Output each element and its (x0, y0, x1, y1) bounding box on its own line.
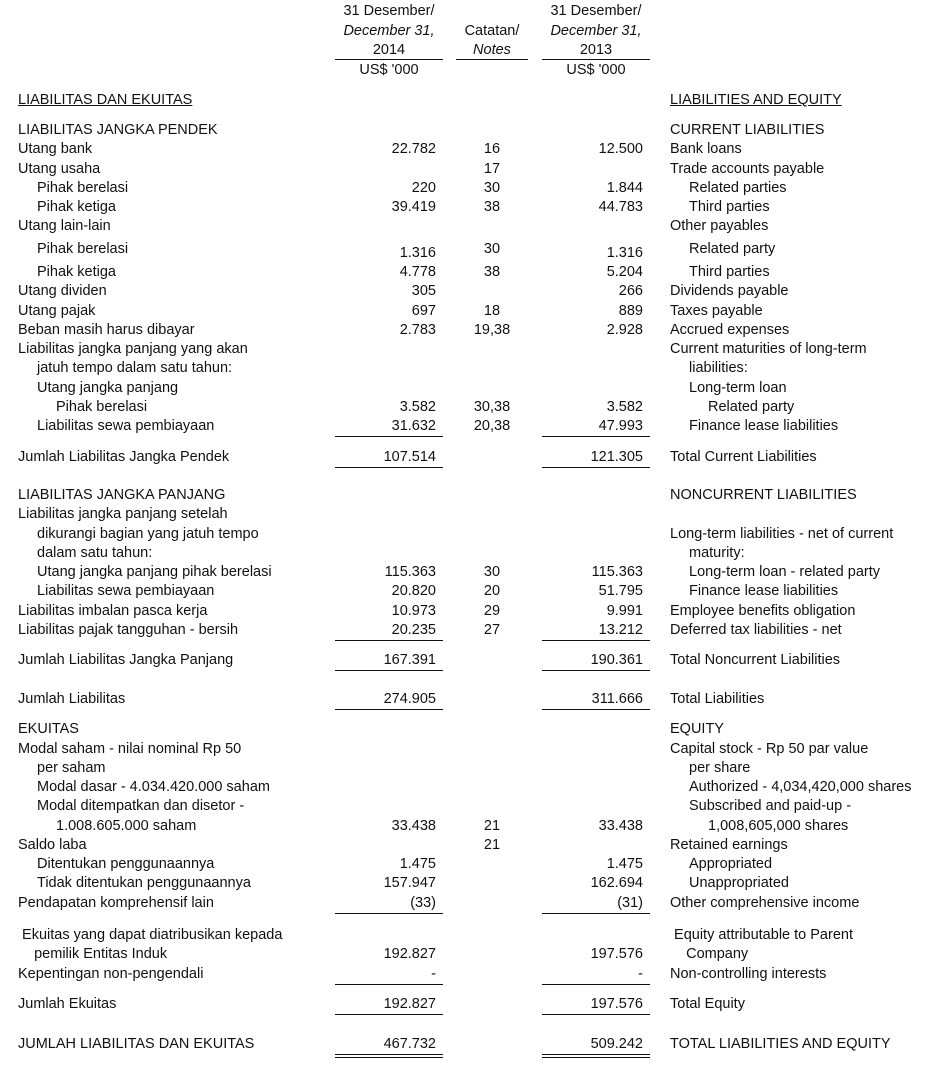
label-id: dikurangi bagian yang jatuh tempo (37, 526, 259, 542)
value-2014: (33) (410, 895, 436, 911)
value-2014: 697 (411, 303, 436, 319)
value-2014: 1.316 (399, 245, 436, 261)
rule-header (456, 59, 528, 60)
label-en: Long-term loan - related party (689, 564, 881, 580)
row-cap-sub-1 (0, 796, 937, 816)
label-en: Accrued expenses (670, 322, 790, 338)
note-ref: 29 (483, 603, 501, 619)
row-total-noncurrent (0, 650, 937, 670)
label-id: Pihak berelasi (37, 180, 129, 196)
value-2013: 51.795 (598, 583, 643, 599)
value-2014: 39.419 (391, 199, 436, 215)
value-2014: 274.905 (383, 691, 436, 707)
label-en: Appropriated (689, 856, 773, 872)
row-cm-ltl-related (0, 397, 937, 417)
row-current-heading (0, 120, 937, 140)
value-2013: 121.305 (590, 449, 643, 465)
value-2014: 4.778 (399, 264, 436, 280)
value-2014: 107.514 (383, 449, 436, 465)
label-id: Modal saham - nilai nominal Rp 50 (18, 741, 242, 757)
label-en: liabilities: (689, 360, 748, 376)
label-en: Company (670, 946, 749, 962)
label-id: Modal ditempatkan dan disetor - (37, 798, 245, 814)
value-2014: 220 (411, 180, 436, 196)
value-2014: 192.827 (383, 996, 436, 1012)
value-2014: 3.582 (399, 399, 436, 415)
value-2014: 467.732 (383, 1036, 436, 1052)
label-id: Jumlah Liabilitas Jangka Panjang (18, 652, 234, 668)
note-ref: 30,38 (473, 399, 511, 415)
label-en: Deferred tax liabilities - net (670, 622, 842, 638)
value-2013: 47.993 (598, 418, 643, 434)
label-en: Employee benefits obligation (670, 603, 856, 619)
label-id: Liabilitas imbalan pasca kerja (18, 603, 208, 619)
label-en: Total Current Liabilities (670, 449, 817, 465)
value-2013: 3.582 (606, 399, 643, 415)
label-id: Modal dasar - 4.034.420.000 saham (37, 779, 270, 795)
row-trade-payable (0, 159, 937, 179)
note-ref: 16 (483, 141, 501, 157)
value-2013: 13.212 (598, 622, 643, 638)
value-2014: 157.947 (383, 875, 436, 891)
rule-subtotal (542, 640, 650, 641)
label-id: Utang jangka panjang (37, 380, 179, 396)
note-ref: 38 (483, 264, 501, 280)
row-trade-related (0, 178, 937, 198)
label-en: Related party (708, 399, 795, 415)
note-ref: 21 (483, 837, 501, 853)
row-nc-3 (0, 543, 937, 563)
label-en: Total Equity (670, 996, 745, 1012)
row-cm-2 (0, 358, 937, 378)
label-id: Jumlah Ekuitas (18, 996, 117, 1012)
rule-subtotal (335, 670, 443, 671)
label-id: Liabilitas sewa pembiayaan (37, 583, 215, 599)
label-en: Other comprehensive income (670, 895, 860, 911)
value-2014: - (431, 966, 436, 982)
label-id: Beban masih harus dibayar (18, 322, 195, 338)
label-en: Current maturities of long-term (670, 341, 867, 357)
row-lia-eq-heading (0, 90, 937, 110)
value-2013: (31) (617, 895, 643, 911)
row-cm-ltl (0, 378, 937, 398)
rule-subtotal (335, 467, 443, 468)
rule-subtotal (335, 913, 443, 914)
value-2013: 197.576 (590, 996, 643, 1012)
rule-subtotal (542, 913, 650, 914)
row-noncurrent-heading (0, 485, 937, 505)
label-en: Capital stock - Rp 50 par value (670, 741, 869, 757)
label-id: LIABILITAS JANGKA PANJANG (18, 487, 226, 503)
note-ref: 30 (483, 180, 501, 196)
label-id: Liabilitas sewa pembiayaan (37, 418, 215, 434)
header-2013-line3: 2013 (579, 42, 613, 58)
label-en: maturity: (689, 545, 745, 561)
label-en: TOTAL LIABILITIES AND EQUITY (670, 1036, 891, 1052)
value-2013: 115.363 (591, 564, 643, 580)
note-ref: 20 (483, 583, 501, 599)
rule-double-total (335, 1057, 443, 1058)
header-2014-currency: US$ '000 (359, 61, 419, 78)
label-id: Utang bank (18, 141, 93, 157)
rule-header (542, 59, 650, 60)
row-deferred-tax (0, 620, 937, 640)
label-en: EQUITY (670, 721, 724, 737)
value-2013: 190.361 (590, 652, 643, 668)
row-attrib-2 (0, 944, 937, 964)
label-id: Utang dividen (18, 283, 107, 299)
label-id: pemilik Entitas Induk (18, 946, 168, 962)
label-en: 1,008,605,000 shares (708, 818, 849, 834)
value-2014: 192.827 (383, 946, 436, 962)
row-equity-heading (0, 719, 937, 739)
rule-double-total (542, 1057, 650, 1058)
value-2014: 2.783 (399, 322, 436, 338)
rule-subtotal (335, 640, 443, 641)
value-2013: 1.316 (606, 245, 643, 261)
row-oci (0, 893, 937, 913)
label-id: Utang lain-lain (18, 218, 111, 234)
value-2014: 33.438 (391, 818, 436, 834)
value-2013: 1.844 (606, 180, 643, 196)
value-2014: 20.235 (391, 622, 436, 638)
label-en: per share (689, 760, 751, 776)
row-accrued (0, 320, 937, 340)
value-2014: 167.391 (383, 652, 436, 668)
row-total-lia-eq (0, 1034, 937, 1054)
rule-subtotal (335, 709, 443, 710)
row-cm-lease (0, 416, 937, 436)
row-unappropriated (0, 873, 937, 893)
value-2013: 2.928 (606, 322, 643, 338)
label-id: dalam satu tahun: (37, 545, 153, 561)
label-id: Pihak ketiga (37, 199, 116, 215)
header-2014-line2: December 31, (343, 22, 435, 39)
value-2013: 12.500 (598, 141, 643, 157)
value-2013: 197.576 (590, 946, 643, 962)
note-ref: 27 (483, 622, 501, 638)
row-taxes (0, 301, 937, 321)
label-id: Tidak ditentukan penggunaannya (37, 875, 251, 891)
label-en: Other payables (670, 218, 769, 234)
label-id: Pihak berelasi (37, 241, 129, 257)
label-en: Dividends payable (670, 283, 789, 299)
value-2014: 1.475 (399, 856, 436, 872)
rule-subtotal (542, 984, 650, 985)
value-2013: 33.438 (598, 818, 643, 834)
label-id: Pihak berelasi (56, 399, 148, 415)
row-bank-loans (0, 139, 937, 159)
rule-subtotal (542, 436, 650, 437)
label-en: Authorized - 4,034,420,000 shares (689, 779, 912, 795)
label-id: LIABILITAS JANGKA PENDEK (18, 122, 218, 138)
row-nci (0, 964, 937, 984)
note-ref: 30 (483, 241, 501, 257)
note-ref: 19,38 (473, 322, 511, 338)
label-en: Related parties (689, 180, 787, 196)
label-en: NONCURRENT LIABILITIES (670, 487, 857, 503)
rule-double-total (542, 1054, 650, 1055)
label-id: Liabilitas pajak tangguhan - bersih (18, 622, 239, 638)
label-id: LIABILITAS DAN EKUITAS (18, 92, 193, 108)
rule-subtotal (335, 984, 443, 985)
value-2013: 889 (618, 303, 643, 319)
label-en: Bank loans (670, 141, 742, 157)
label-id: Jumlah Liabilitas (18, 691, 126, 707)
row-other-related (0, 239, 937, 259)
label-en: Retained earnings (670, 837, 788, 853)
rule-subtotal (335, 436, 443, 437)
label-id: per saham (37, 760, 106, 776)
label-id: EKUITAS (18, 721, 79, 737)
value-2014: 305 (411, 283, 436, 299)
label-en: Taxes payable (670, 303, 763, 319)
label-en: Third parties (689, 199, 770, 215)
label-id: JUMLAH LIABILITAS DAN EKUITAS (18, 1036, 255, 1052)
value-2014: 115.363 (384, 564, 436, 580)
label-id: Liabilitas jangka panjang yang akan (18, 341, 248, 357)
rule-subtotal (542, 670, 650, 671)
row-cap-sub-2 (0, 816, 937, 836)
value-2013: 44.783 (598, 199, 643, 215)
label-id: Jumlah Liabilitas Jangka Pendek (18, 449, 230, 465)
header-2014-line1: 31 Desember/ (343, 3, 435, 19)
row-employee-benefits (0, 601, 937, 621)
header-2013-currency: US$ '000 (566, 61, 626, 78)
row-nc-1 (0, 504, 937, 524)
label-id: Kepentingan non-pengendali (18, 966, 204, 982)
label-en: Equity attributable to Parent (670, 927, 853, 943)
row-total-liabilities (0, 689, 937, 709)
label-id: jatuh tempo dalam satu tahun: (37, 360, 233, 376)
label-en: Third parties (689, 264, 770, 280)
label-en: Trade accounts payable (670, 161, 825, 177)
row-nc-2 (0, 524, 937, 544)
label-en: LIABILITIES AND EQUITY (670, 92, 842, 108)
header-notes-line2: Notes (473, 42, 511, 58)
rule-subtotal (542, 1014, 650, 1015)
label-en: Related party (689, 241, 776, 257)
header-col-2013 (542, 2, 650, 80)
label-id: 1.008.605.000 saham (56, 818, 197, 834)
row-total-current (0, 447, 937, 467)
row-cm-1 (0, 339, 937, 359)
row-appropriated (0, 854, 937, 874)
row-retained (0, 835, 937, 855)
label-en: Finance lease liabilities (689, 418, 839, 434)
row-attrib-1 (0, 925, 937, 945)
value-2014: 10.973 (391, 603, 436, 619)
value-2013: 1.475 (606, 856, 643, 872)
header-notes-line1: Catatan/ (464, 22, 520, 39)
label-id: Utang jangka panjang pihak berelasi (37, 564, 272, 580)
label-en: Finance lease liabilities (689, 583, 839, 599)
label-en: Non-controlling interests (670, 966, 827, 982)
rule-subtotal (542, 467, 650, 468)
note-ref: 20,38 (473, 418, 511, 434)
note-ref: 18 (483, 303, 501, 319)
note-ref: 38 (483, 199, 501, 215)
rule-double-total (335, 1054, 443, 1055)
label-id: Pendapatan komprehensif lain (18, 895, 214, 911)
value-2013: 9.991 (606, 603, 643, 619)
value-2013: 162.694 (590, 875, 643, 891)
rule-header (335, 59, 443, 60)
value-2014: 20.820 (391, 583, 436, 599)
row-dividends (0, 281, 937, 301)
value-2013: 266 (618, 283, 643, 299)
label-en: Total Liabilities (670, 691, 765, 707)
row-cap-1 (0, 739, 937, 759)
label-en: Unappropriated (689, 875, 789, 891)
header-col-notes (456, 22, 528, 61)
row-other-third (0, 262, 937, 282)
value-2013: - (638, 966, 643, 982)
note-ref: 21 (483, 818, 501, 834)
row-cap-auth (0, 777, 937, 797)
row-trade-third (0, 197, 937, 217)
label-id: Liabilitas jangka panjang setelah (18, 506, 228, 522)
header-2014-line3: 2014 (372, 42, 406, 58)
label-id: Utang usaha (18, 161, 101, 177)
label-id: Ditentukan penggunaannya (37, 856, 215, 872)
value-2014: 31.632 (391, 418, 436, 434)
label-en: Subscribed and paid-up - (689, 798, 852, 814)
value-2014: 22.782 (391, 141, 436, 157)
header-2013-line1: 31 Desember/ (550, 3, 642, 19)
label-id: Saldo laba (18, 837, 87, 853)
label-en: Long-term loan (689, 380, 787, 396)
value-2013: 5.204 (606, 264, 643, 280)
label-id: Pihak ketiga (37, 264, 116, 280)
header-2013-line2: December 31, (550, 22, 642, 39)
label-en: Total Noncurrent Liabilities (670, 652, 841, 668)
row-cap-2 (0, 758, 937, 778)
note-ref: 17 (483, 161, 501, 177)
value-2013: 509.242 (590, 1036, 643, 1052)
label-en: CURRENT LIABILITIES (670, 122, 825, 138)
value-2013: 311.666 (591, 691, 643, 707)
rule-subtotal (335, 1014, 443, 1015)
row-other-payables (0, 216, 937, 236)
note-ref: 30 (483, 564, 501, 580)
label-id: Utang pajak (18, 303, 96, 319)
row-nc-lease (0, 581, 937, 601)
row-total-equity (0, 994, 937, 1014)
header-col-2014 (335, 2, 443, 80)
row-nc-ltl (0, 562, 937, 582)
rule-subtotal (542, 709, 650, 710)
label-id: Ekuitas yang dapat diatribusikan kepada (18, 927, 283, 943)
label-en: Long-term liabilities - net of current (670, 526, 894, 542)
